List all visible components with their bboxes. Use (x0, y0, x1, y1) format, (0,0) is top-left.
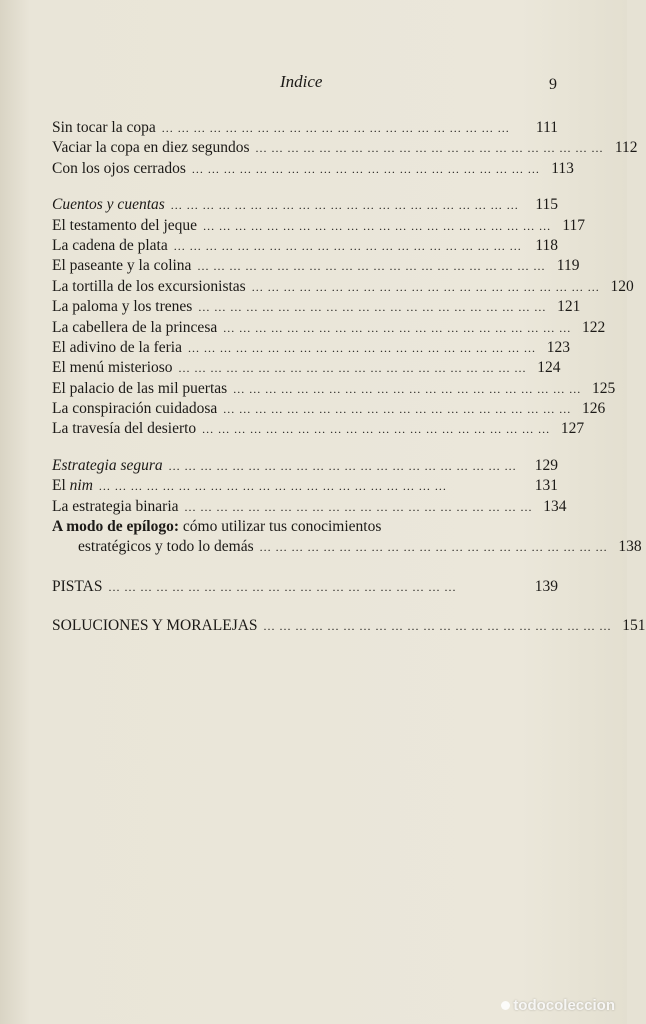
epilogue-bold: A modo de epílogo: (52, 518, 180, 536)
leader-dots: ... ... ... ... ... ... ... ... ... ... ... ... ... ... ... ... ... ... ... ... ... ... (223, 402, 572, 417)
page-title: Indice (280, 72, 323, 91)
entry-page: 123 (546, 338, 570, 356)
leader-dots: ... ... ... ... ... ... ... ... ... ... ... ... ... ... ... ... ... ... ... ... ... ... (198, 300, 547, 315)
entry-title: Vaciar la copa en diez segundos (52, 139, 250, 157)
entry-page: 129 (534, 456, 558, 474)
toc-entry (52, 399, 606, 419)
entry-page: 115 (535, 196, 558, 214)
toc-entry (52, 419, 585, 439)
entry-title: Cuentos y cuentas (52, 196, 165, 214)
entry-title-prefix: El (52, 477, 70, 495)
toc-entry (52, 159, 574, 179)
entry-page: 124 (537, 359, 561, 377)
toc-entry (52, 379, 616, 399)
entry-title: El paseante y la colina (52, 257, 192, 275)
entry-page: 121 (557, 298, 581, 316)
watermark-text: todocoleccion (513, 997, 615, 1014)
leader-dots: ... ... ... ... ... ... ... ... ... ... ... ... ... ... ... ... ... ... ... ... ... ... (187, 340, 536, 355)
entry-page: 113 (551, 159, 574, 177)
running-head (0, 72, 627, 96)
entry-title: PISTAS (52, 577, 103, 595)
entry-page: 119 (556, 257, 580, 275)
toc-group-glass-tricks (52, 118, 638, 179)
leader-dots: ... ... ... ... ... ... ... ... ... ... ... ... ... ... ... ... ... ... ... ... ... ... (161, 121, 510, 135)
entry-page: 125 (591, 379, 616, 397)
entry-page: 122 (581, 318, 606, 336)
entry-page: 139 (534, 577, 558, 595)
leader-dots: ... ... ... ... ... ... ... ... ... ... ... ... ... ... ... ... ... ... ... ... ... ... (255, 141, 604, 156)
entry-title-italic: nim (69, 477, 93, 495)
leader-dots: ... ... ... ... ... ... ... ... ... ... ... ... ... ... ... ... ... ... ... ... ... ... (168, 458, 517, 473)
leader-dots: ... ... ... ... ... ... ... ... ... ... ... ... ... ... ... ... ... ... ... ... ... ... (170, 198, 519, 213)
entry-page: 120 (610, 277, 634, 295)
leader-dots: ... ... ... ... ... ... ... ... ... ... ... ... ... ... ... ... ... ... ... ... ... ... (108, 579, 457, 594)
leader-dots: ... ... ... ... ... ... ... ... ... ... ... ... ... ... ... ... ... ... ... ... ... ... (202, 422, 551, 437)
entry-title: SOLUCIONES Y MORALEJAS (52, 617, 258, 635)
leader-dots: ... ... ... ... ... ... ... ... ... ... ... ... ... ... ... ... ... ... ... ... ... ... (259, 540, 608, 555)
leader-dots: ... ... ... ... ... ... ... ... ... ... ... ... ... ... ... ... ... ... ... ... ... ... (191, 161, 540, 176)
entry-title: La cabellera de la princesa (52, 318, 218, 336)
leader-dots: ... ... ... ... ... ... ... ... ... ... ... ... ... ... ... ... ... ... ... ... ... ... (251, 279, 600, 294)
epilogue-rest: cómo utilizar tus conocimientos (179, 518, 382, 536)
toc-section-heading (52, 456, 558, 476)
toc-section-soluciones (52, 616, 646, 636)
leader-dots: ... ... ... ... ... ... ... ... ... ... ... ... ... ... ... ... ... ... ... ... ... ... (184, 499, 533, 514)
entry-page: 118 (535, 236, 558, 254)
entry-title: Sin tocar la copa (52, 119, 156, 136)
entry-title: La conspiración cuidadosa (52, 400, 218, 418)
entry-title: La tortilla de los excursionistas (52, 277, 246, 295)
toc-entry (52, 338, 570, 358)
entry-page: 134 (543, 497, 567, 515)
toc-group-estrategia (52, 456, 642, 558)
entry-page: 111 (535, 119, 558, 136)
entry-title: La estrategia binaria (52, 497, 179, 515)
epilogue-line-2 (52, 537, 642, 557)
toc-entry (52, 358, 561, 378)
entry-page: 112 (614, 139, 638, 157)
toc-entry-epilogue (52, 517, 642, 558)
entry-title: La cadena de plata (52, 236, 168, 254)
entry-title: Con los ojos cerrados (52, 159, 186, 177)
watermark (501, 997, 615, 1014)
entry-page: 138 (618, 538, 642, 556)
leader-dots: ... ... ... ... ... ... ... ... ... ... ... ... ... ... ... ... ... ... ... ... ... ... (173, 238, 522, 253)
leader-dots: ... ... ... ... ... ... ... ... ... ... ... ... ... ... ... ... ... ... ... ... ... ... (203, 218, 552, 233)
entry-page: 126 (582, 400, 606, 418)
entry-title (52, 476, 93, 496)
toc-entry (52, 277, 634, 297)
watermark-dot-icon (501, 1001, 510, 1010)
entry-title: La paloma y los trenes (52, 298, 193, 316)
toc-entry (52, 256, 580, 276)
leader-dots: ... ... ... ... ... ... ... ... ... ... ... ... ... ... ... ... ... ... ... ... ... ... (178, 361, 527, 376)
toc-entry (52, 216, 586, 236)
toc-section-heading (52, 195, 558, 215)
leader-dots: ... ... ... ... ... ... ... ... ... ... ... ... ... ... ... ... ... ... ... ... ... ... (223, 320, 572, 335)
leader-dots: ... ... ... ... ... ... ... ... ... ... ... ... ... ... ... ... ... ... ... ... ... ... (263, 619, 612, 634)
entry-title: La travesía del desierto (52, 420, 197, 438)
entry-page: 151 (622, 617, 646, 635)
toc-entry (52, 616, 646, 636)
toc-entry (52, 138, 638, 158)
entry-title: El menú misterioso (52, 359, 173, 377)
toc-group-cuentos (52, 195, 634, 440)
toc-entry (52, 236, 558, 256)
toc-section-pistas (52, 577, 558, 597)
leader-dots: ... ... ... ... ... ... ... ... ... ... ... ... ... ... ... ... ... ... ... ... ... ... (197, 259, 546, 274)
toc-entry (52, 118, 558, 138)
entry-title: estratégicos y todo lo demás (78, 538, 254, 556)
toc-entry (52, 577, 558, 597)
entry-title: El palacio de las mil puertas (52, 379, 228, 397)
entry-title: El adivino de la feria (52, 338, 182, 356)
leader-dots: ... ... ... ... ... ... ... ... ... ... ... ... ... ... ... ... ... ... ... ... ... ... (233, 381, 582, 396)
toc-entry (52, 297, 581, 317)
entry-page: 131 (534, 477, 558, 495)
entry-page: 127 (560, 420, 585, 438)
page-number: 9 (549, 76, 557, 93)
toc-entry (52, 497, 567, 517)
entry-title: Estrategia segura (52, 456, 163, 474)
entry-page: 117 (562, 216, 586, 234)
entry-title: El testamento del jeque (52, 216, 198, 234)
toc-entry (52, 318, 606, 338)
table-of-contents (52, 118, 646, 653)
leader-dots: ... ... ... ... ... ... ... ... ... ... ... ... ... ... ... ... ... ... ... ... ... ... (98, 479, 447, 494)
epilogue-line-1 (52, 517, 558, 537)
toc-entry (52, 476, 558, 496)
